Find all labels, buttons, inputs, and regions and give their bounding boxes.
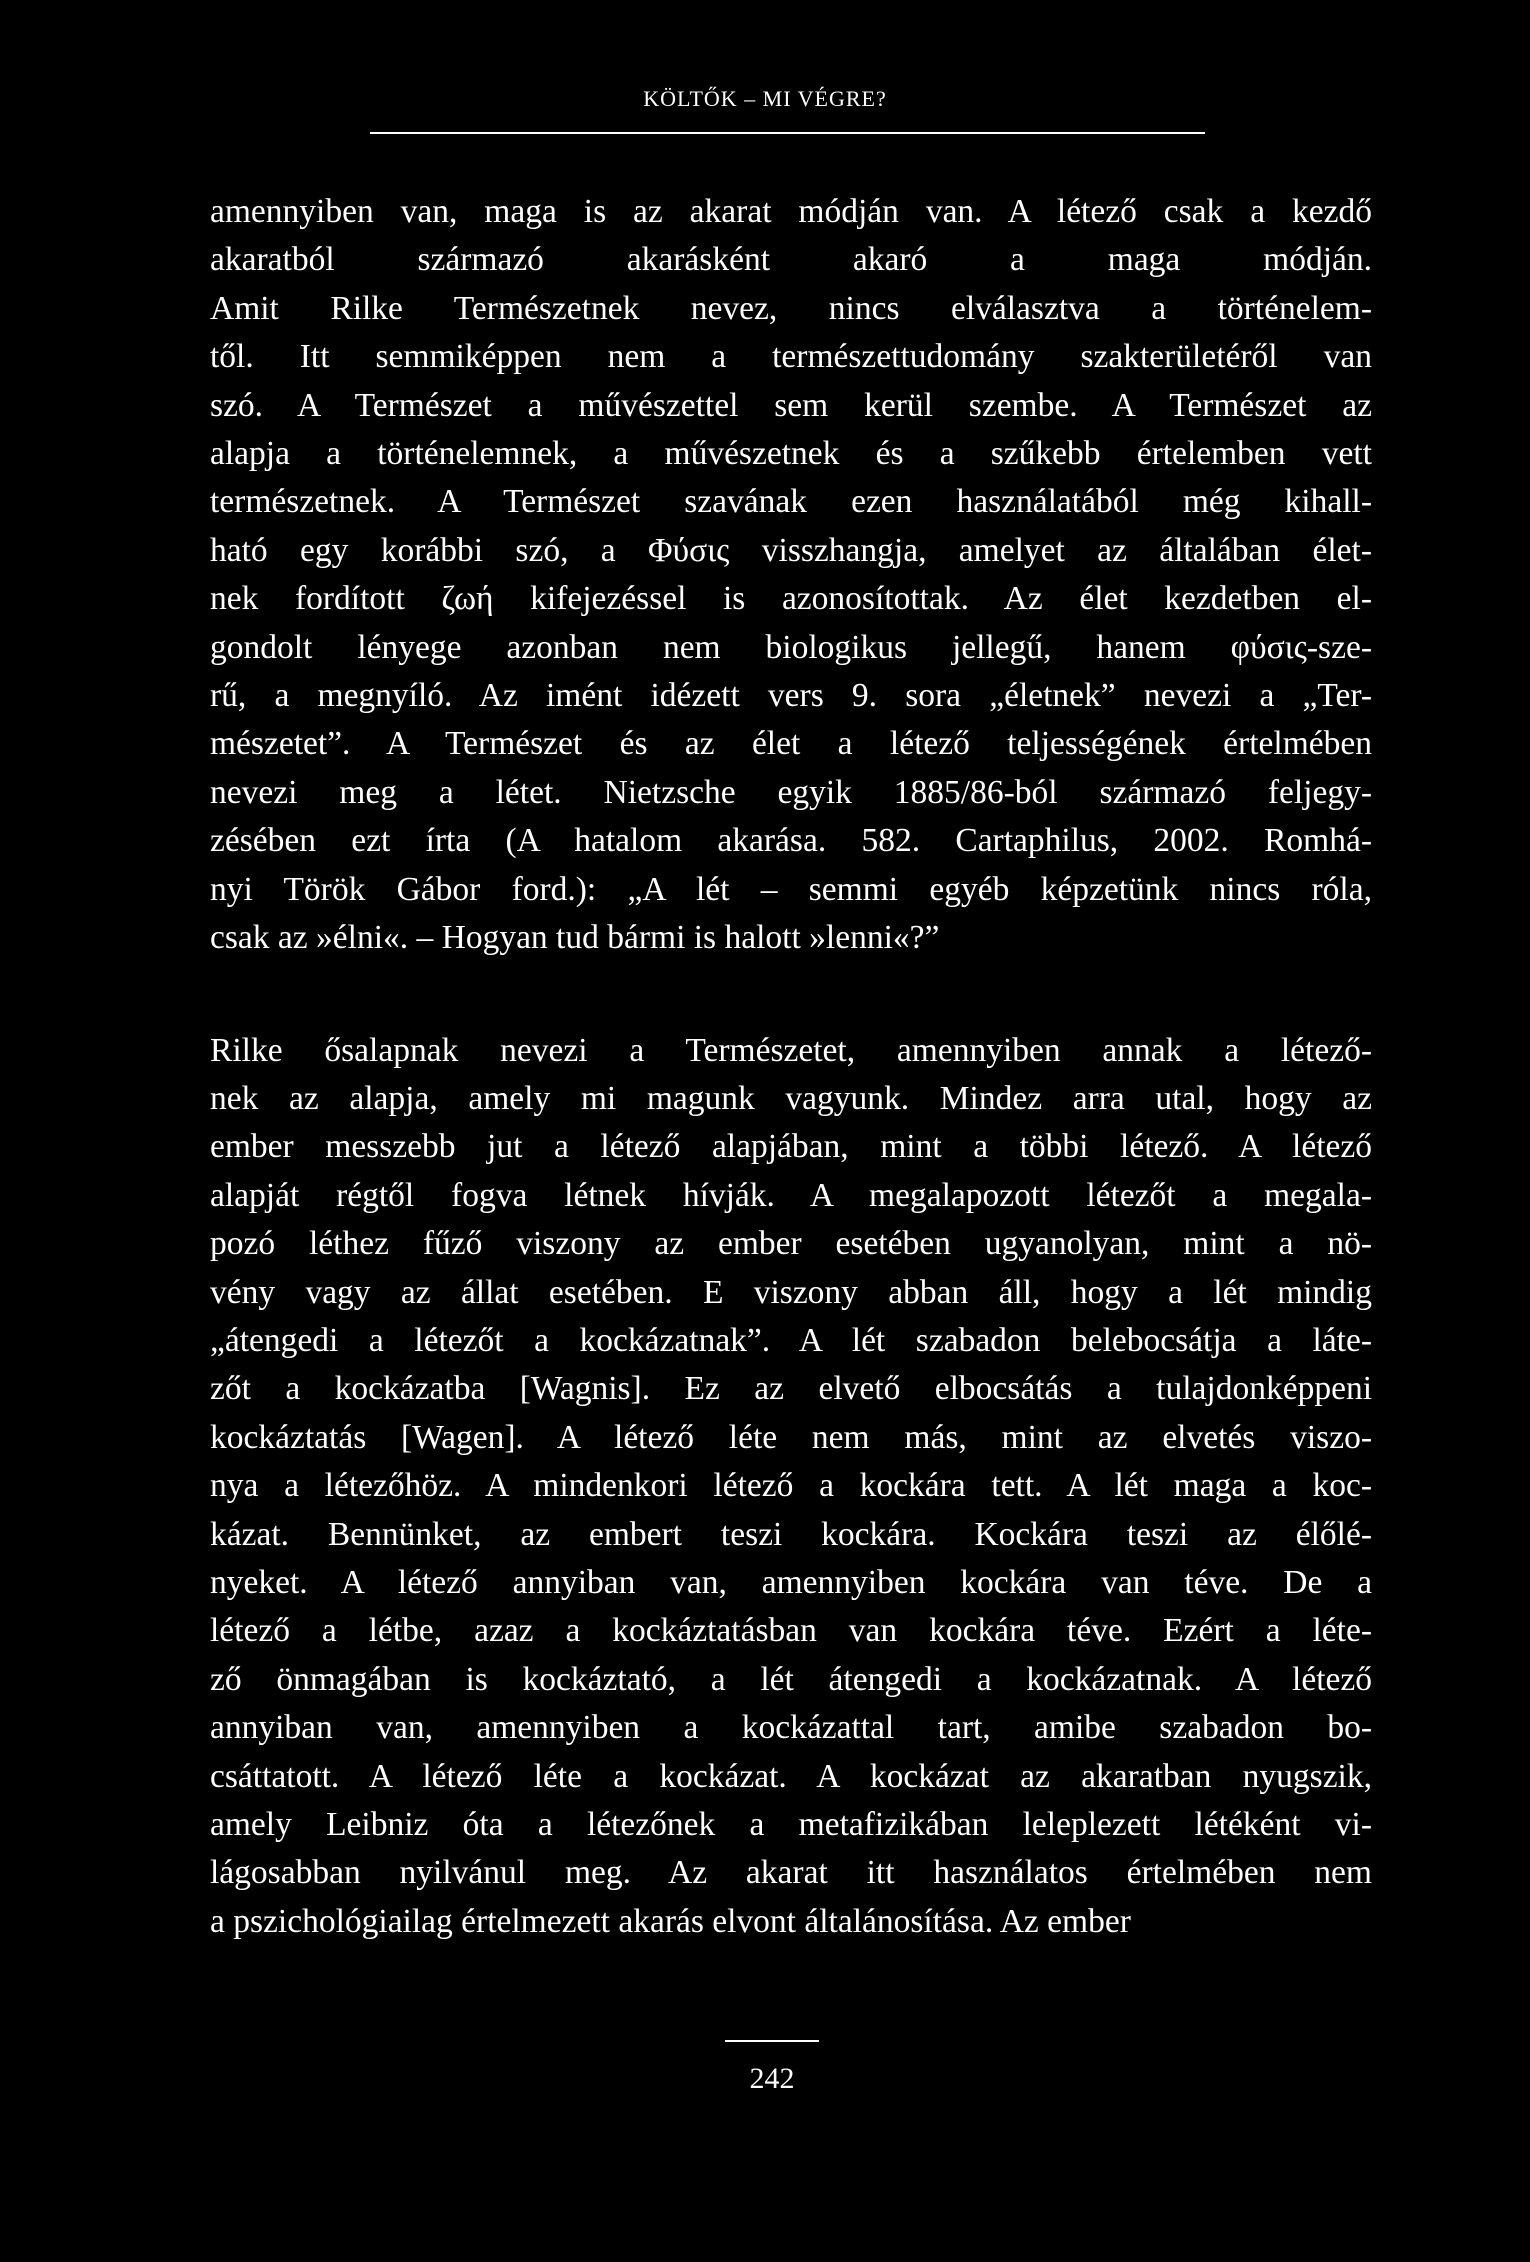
text-line: Amit Rilke Természetnek nevez, nincs elválasztva a történelem-: [210, 289, 1372, 327]
text-line: kockáztatás [Wagen]. A létező léte nem más, mint az elvetés viszo-: [210, 1418, 1372, 1456]
text-line: kázat. Bennünket, az embert teszi kockára. Kockára teszi az élőlé-: [210, 1515, 1372, 1553]
text-line: nyeket. A létező annyiban van, amennyiben kockára van téve. De a: [210, 1563, 1372, 1601]
paragraph-1: [210, 188, 1372, 963]
text-line: Rilke ősalapnak nevezi a Természetet, amennyiben annak a létező-: [210, 1031, 1372, 1069]
text-line: gondolt lényege azonban nem biologikus jellegű, hanem φύσις-sze-: [210, 628, 1372, 666]
text-line: ző önmagában is kockáztató, a lét átengedi a kockázatnak. A létező: [210, 1660, 1372, 1698]
text-line: alapja a történelemnek, a művészetnek és a szűkebb értelemben vett: [210, 435, 1372, 473]
text-line: vény vagy az állat esetében. E viszony abban áll, hogy a lét mindig: [210, 1273, 1372, 1311]
text-line: nek az alapja, amely mi magunk vagyunk. Mindez arra utal, hogy az: [210, 1079, 1372, 1117]
text-line: nevezi meg a létet. Nietzsche egyik 1885/86-ból származó feljegy-: [210, 773, 1372, 811]
text-line: amennyiben van, maga is az akarat módján van. A létező csak a kezdő: [210, 193, 1372, 230]
paragraph-2: [210, 1027, 1372, 1947]
header-rule: [370, 132, 1205, 134]
text-line: zésében ezt írta (A hatalom akarása. 582. Cartaphilus, 2002. Romhá-: [210, 822, 1372, 860]
text-line: mészetet”. A Természet és az élet a létező teljességének értelmében: [210, 725, 1372, 763]
text-line: „átengedi a létezőt a kockázatnak”. A lét szabadon belebocsátja a láte-: [210, 1321, 1372, 1359]
text-line: től. Itt semmiképpen nem a természettudomány szakterületéről van: [210, 338, 1372, 376]
text-line: létező a létbe, azaz a kockáztatásban van kockára téve. Ezért a léte-: [210, 1612, 1372, 1650]
text-line: nya a létezőhöz. A mindenkori létező a kockára tett. A lét maga a koc-: [210, 1467, 1372, 1505]
text-line: ember messzebb jut a létező alapjában, mint a többi létező. A létező: [210, 1128, 1372, 1166]
text-line: csáttatott. A létező léte a kockázat. A kockázat az akaratban nyugszik,: [210, 1757, 1372, 1795]
body-text: [210, 188, 1372, 1946]
text-line: nyi Török Gábor ford.): „A lét – semmi egyéb képzetünk nincs róla,: [210, 870, 1372, 908]
paragraph-gap: [210, 963, 1372, 1027]
text-line: annyiban van, amennyiben a kockázattal tart, amibe szabadon bo-: [210, 1709, 1372, 1747]
text-line: természetnek. A Természet szavának ezen használatából még kihall-: [210, 483, 1372, 521]
running-header: KÖLTŐK – MI VÉGRE?: [643, 86, 887, 111]
text-line: lágosabban nyilvánul meg. Az akarat itt használatos értelmében nem: [210, 1854, 1372, 1892]
text-line: csak az »élni«. – Hogyan tud bármi is halott »lenni«?”: [210, 919, 940, 957]
footer-rule: [725, 2040, 819, 2042]
text-line: a pszichológiailag értelmezett akarás elvont általánosítása. Az ember: [210, 1902, 1131, 1940]
text-line: rű, a megnyíló. Az imént idézett vers 9. sora „életnek” nevezi a „Ter-: [210, 677, 1372, 715]
text-line: akaratból származó akarásként akaró a maga módján.: [210, 241, 1372, 279]
text-line: amely Leibniz óta a létezőnek a metafizikában leleplezett létéként vi-: [210, 1806, 1372, 1843]
text-line: szó. A Természet a művészettel sem kerül szembe. A Természet az: [210, 386, 1372, 424]
page-number: 242: [749, 2062, 795, 2095]
text-line: zőt a kockázatba [Wagnis]. Ez az elvető elbocsátás a tulajdonképpeni: [210, 1370, 1372, 1408]
text-line: nek fordított ζωή kifejezéssel is azonosítottak. Az élet kezdetben el-: [210, 580, 1372, 618]
text-line: ható egy korábbi szó, a Φύσις visszhangja, amelyet az általában élet-: [210, 531, 1372, 569]
text-line: pozó léthez fűző viszony az ember esetében ugyanolyan, mint a nö-: [210, 1225, 1372, 1263]
text-line: alapját régtől fogva létnek hívják. A megalapozott létezőt a megala-: [210, 1176, 1372, 1214]
